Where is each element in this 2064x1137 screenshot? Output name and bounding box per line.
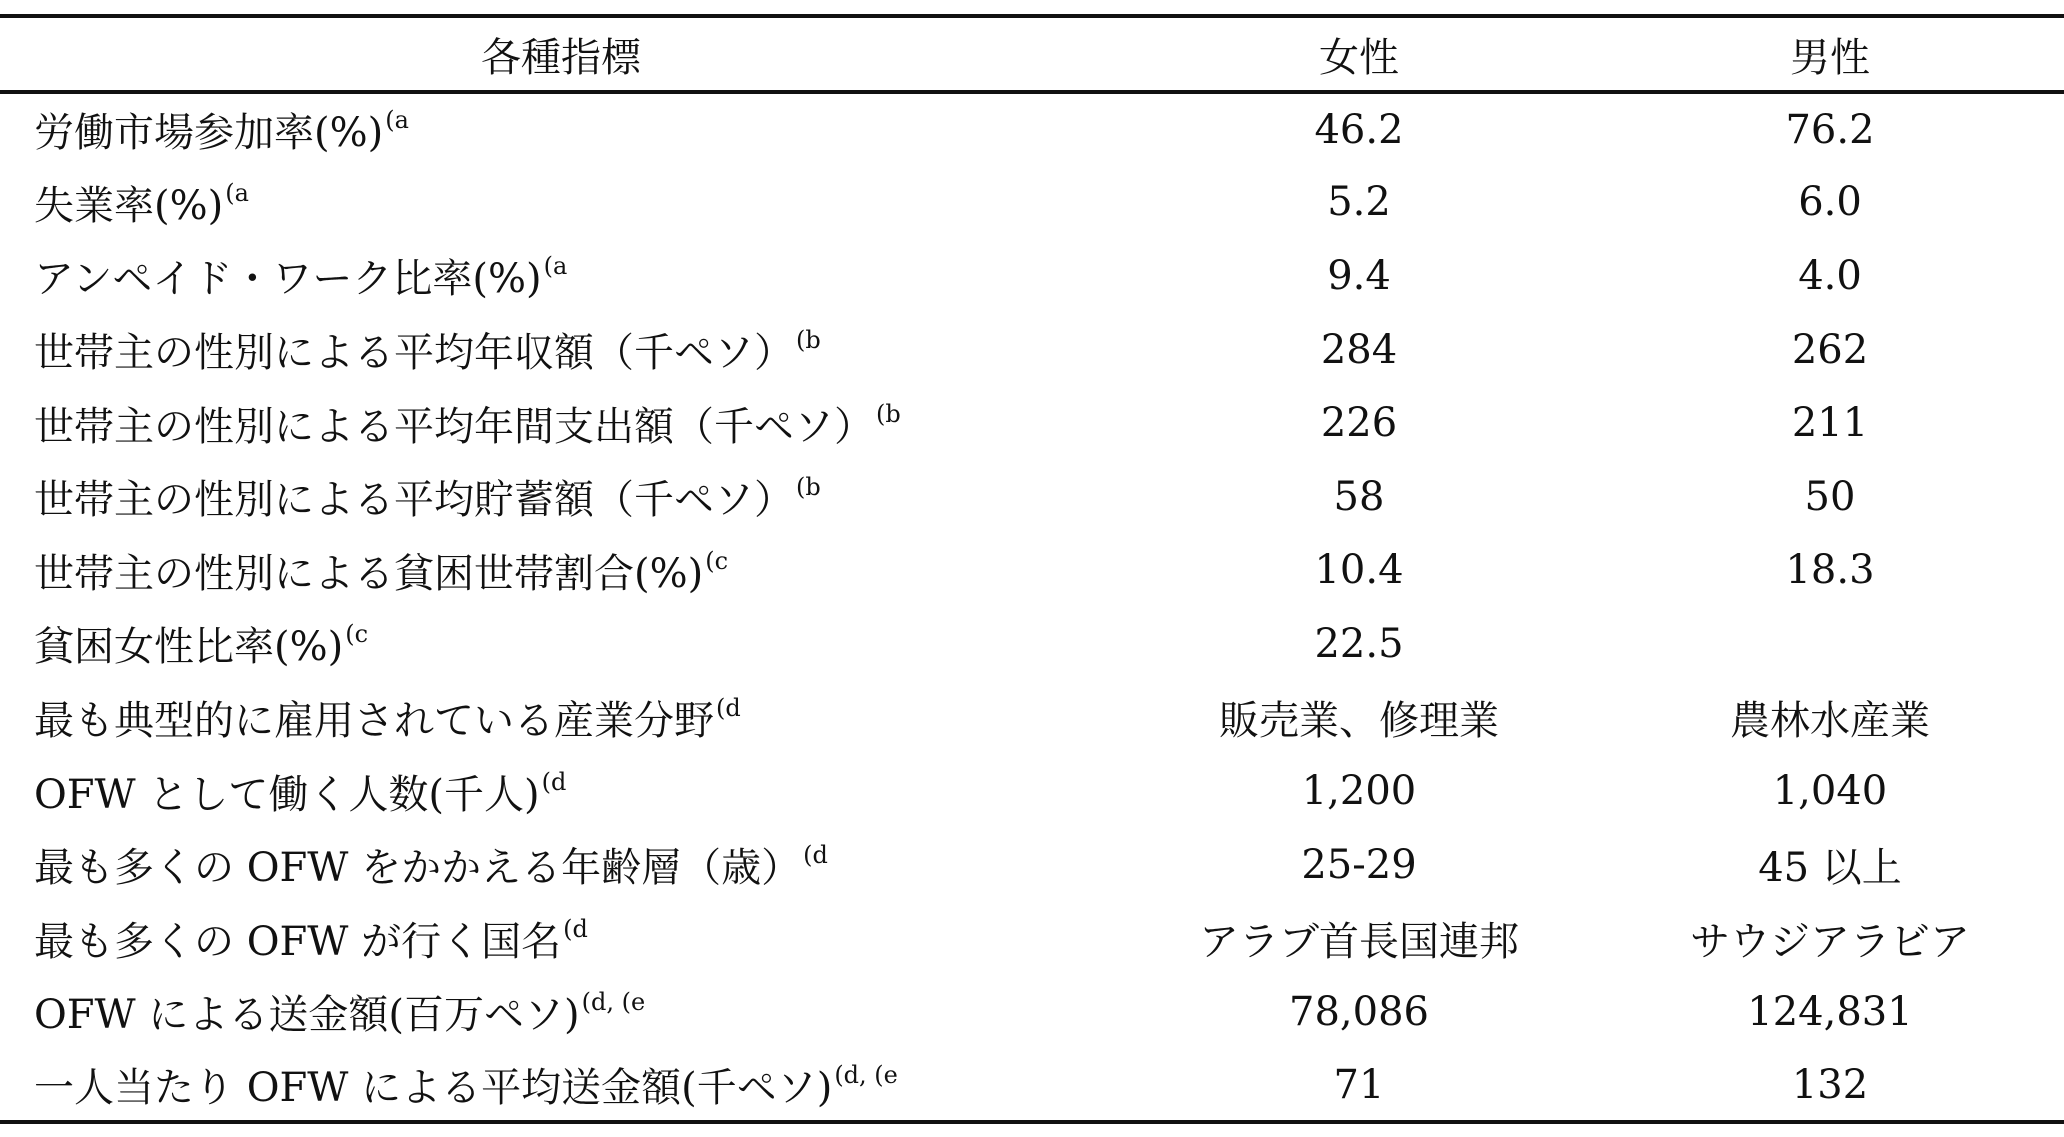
female-value: 5.2: [1327, 179, 1391, 226]
male-value: 6.0: [1798, 179, 1862, 226]
indicator-cell: [0, 607, 1122, 681]
male-value: 50: [1804, 473, 1856, 520]
footnote-marker: (a: [385, 106, 409, 135]
indicator-cell: [0, 902, 1122, 976]
table-row: [0, 534, 2064, 608]
indicator-label: 最も多くの OFW が行く国名: [34, 918, 562, 965]
male-value: 45 以上: [1758, 845, 1902, 892]
male-value: サウジアラビア: [1690, 918, 1970, 965]
female-value: 25-29: [1301, 841, 1417, 888]
indicator-label: OFW による送金額(百万ペソ): [34, 992, 580, 1039]
indicator-label: 最も多くの OFW をかかえる年齢層（歳）: [34, 845, 802, 892]
footnote-marker: (a: [225, 178, 249, 207]
indicator-label: 一人当たり OFW による平均送金額(千ペソ): [34, 1065, 833, 1112]
indicator-label: 労働市場参加率(%): [34, 110, 384, 157]
header-row: [0, 16, 2064, 92]
table-header: [0, 16, 2064, 92]
indicator-label: 貧困女性比率(%): [34, 624, 344, 671]
header-female: 女性: [1122, 16, 1596, 92]
table-row: [0, 166, 2064, 240]
table-row: [0, 386, 2064, 460]
table-row: [0, 92, 2064, 166]
indicator-label: 世帯主の性別による平均年収額（千ペソ）: [34, 330, 794, 377]
indicator-cell: [0, 460, 1122, 534]
footnote-marker: (b: [796, 473, 821, 502]
male-value: 211: [1791, 400, 1869, 447]
footnote-marker: (b: [796, 326, 821, 355]
indicator-cell: [0, 828, 1122, 902]
indicator-cell: [0, 754, 1122, 828]
footnote-marker: (d, (e: [581, 988, 646, 1017]
male-value: 18.3: [1785, 547, 1875, 594]
indicator-label: 世帯主の性別による平均貯蓄額（千ペソ）: [34, 477, 794, 524]
table-row: [0, 754, 2064, 828]
footnote-marker: (a: [543, 252, 568, 281]
male-value: 農林水産業: [1730, 698, 1930, 745]
female-value: アラブ首長国連邦: [1199, 918, 1519, 965]
male-value: 262: [1791, 326, 1869, 373]
indicator-label: 最も典型的に雇用されている産業分野: [34, 698, 714, 745]
footnote-marker: (c: [705, 546, 729, 575]
female-value: 10.4: [1314, 547, 1404, 594]
footnote-marker: (d: [716, 694, 741, 723]
female-value: 販売業、修理業: [1219, 698, 1499, 745]
footnote-marker: (b: [876, 399, 901, 428]
table-row: [0, 902, 2064, 976]
male-value: 76.2: [1785, 106, 1875, 153]
indicator-label: OFW として働く人数(千人): [34, 771, 540, 818]
table-body: [0, 92, 2064, 1122]
footnote-marker: (c: [345, 620, 369, 649]
indicator-cell: [0, 313, 1122, 387]
table-row: [0, 975, 2064, 1049]
table-row: [0, 313, 2064, 387]
table-row: [0, 681, 2064, 755]
male-value: 4.0: [1798, 252, 1862, 299]
table-row: [0, 607, 2064, 681]
table-row: [0, 828, 2064, 902]
table-row: [0, 460, 2064, 534]
male-value: 132: [1596, 1049, 2064, 1123]
male-value: [1596, 607, 2064, 681]
female-value: 46.2: [1314, 106, 1404, 153]
table-row: [0, 239, 2064, 313]
indicator-cell: [0, 166, 1122, 240]
indicator-cell: [0, 386, 1122, 460]
indicator-cell: [0, 239, 1122, 313]
footnote-marker: (d, (e: [834, 1061, 898, 1090]
footnote-marker: (d: [541, 767, 567, 796]
gender-indicator-table: [0, 14, 2064, 1124]
header-indicator: 各種指標: [0, 16, 1122, 92]
male-value: 1,040: [1772, 768, 1888, 815]
table-row: [0, 1049, 2064, 1123]
female-value: 22.5: [1314, 620, 1404, 667]
indicator-label: アンペイド・ワーク比率(%): [34, 256, 542, 303]
indicator-label: 世帯主の性別による平均年間支出額（千ペソ）: [34, 403, 874, 450]
indicator-cell: [0, 681, 1122, 755]
female-value: 1,200: [1301, 768, 1417, 815]
female-value: 9.4: [1327, 252, 1391, 299]
indicator-cell: [0, 975, 1122, 1049]
indicator-cell: [0, 1049, 1122, 1123]
male-value: 124,831: [1747, 988, 1913, 1035]
indicator-label: 失業率(%): [34, 182, 224, 229]
indicator-label: 世帯主の性別による貧困世帯割合(%): [34, 550, 704, 597]
indicator-cell: [0, 534, 1122, 608]
footnote-marker: (d: [563, 914, 588, 943]
header-male: 男性: [1596, 16, 2064, 92]
indicator-cell: [0, 92, 1122, 166]
footnote-marker: (d: [803, 841, 828, 870]
female-value: 78,086: [1289, 988, 1429, 1035]
female-value: 58: [1333, 473, 1385, 520]
female-value: 71: [1122, 1049, 1596, 1123]
indicator-table-container: [0, 14, 2064, 1124]
female-value: 284: [1320, 326, 1398, 373]
female-value: 226: [1320, 400, 1398, 447]
